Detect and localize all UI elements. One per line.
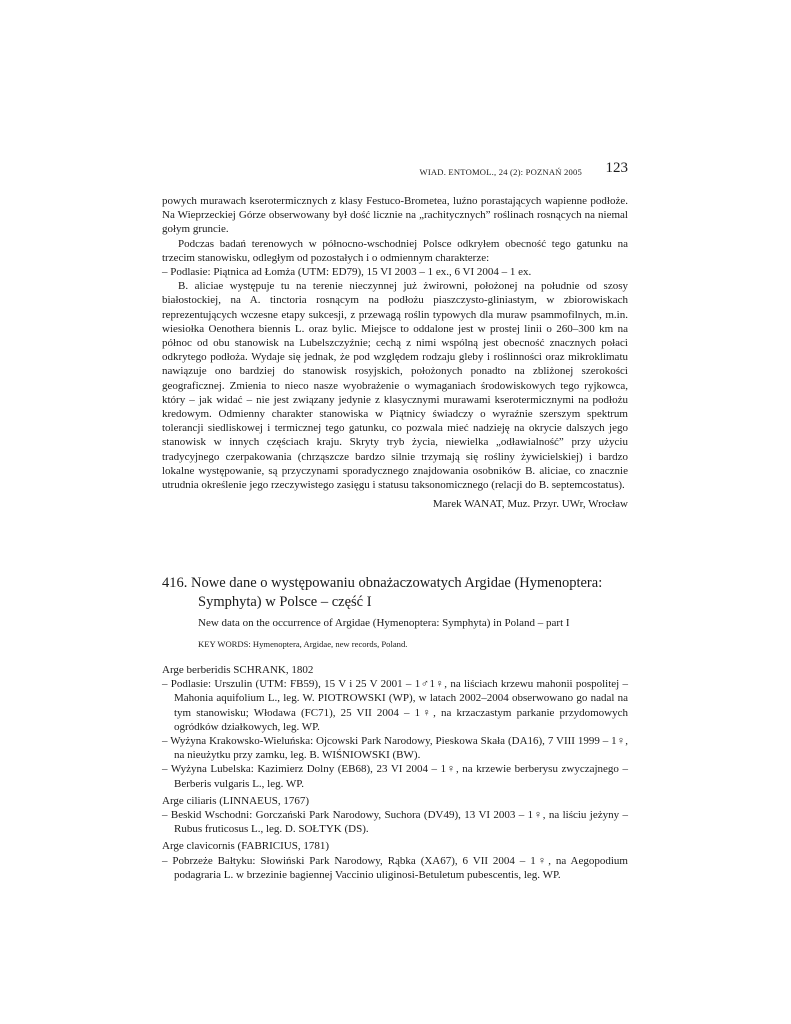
species-record: – Pobrzeże Bałtyku: Słowiński Park Narodowy, Rąbka (XA67), 6 VII 2004 – 1♀, na Aegopodium podagraria L. w brzezinie bagiennej Vaccinio uliginosi-Betuletum pubescentis, leg. WP.: [162, 854, 628, 881]
running-title: WIAD. ENTOMOL., 24 (2): POZNAŃ 2005: [419, 167, 582, 177]
running-header: [162, 160, 628, 182]
author-signature: Marek WANAT, Muz. Przyr. UWr, Wrocław: [432, 498, 628, 511]
species-name: Arge clavicornis (FABRICIUS, 1781): [162, 840, 330, 853]
article-subtitle: New data on the occurrence of Argidae (Hymenoptera: Symphyta) in Poland – part I: [198, 617, 570, 629]
record-podlasie: – Podlasie: Piątnica ad Łomża (UTM: ED79), 15 VI 2003 – 1 ex., 6 VI 2004 – 1 ex.: [162, 266, 532, 279]
page-number: 123: [605, 160, 628, 176]
species-record: – Podlasie: Urszulin (UTM: FB59), 15 V i 25 V 2001 – 1♂1♀, na liściach krzewu mahonii pospolitej – Mahonia aquifolium L., leg. W. PIOTROWSKI (WP), w latach 2002–2004 obserwowano go nadal na tym stanowisku; Włodawa (FC71), 25 VII 2004 – 1♀, na krzaczastym parkanie przydomowych ogródków działkowych, leg. WP.: [162, 678, 628, 733]
paragraph-2: Podczas badań terenowych w północno-wschodniej Polsce odkryłem obecność tego gatunku na trzecim stanowisku, odległym od pozostałych i o odmiennym charakterze:: [162, 237, 628, 264]
species-name: Arge berberidis SCHRANK, 1802: [162, 664, 314, 676]
keywords: KEY WORDS: Hymenoptera, Argidae, new records, Poland.: [198, 639, 408, 649]
previous-note-text: [162, 194, 628, 511]
species-name: Arge ciliaris (LINNAEUS, 1767): [162, 794, 310, 807]
species-record: – Wyżyna Krakowsko-Wieluńska: Ojcowski Park Narodowy, Pieskowa Skała (DA16), 7 VIII 1999 – 1♀, na nieużytku przy zamku, leg. B. WIŚNIOWSKI (BW).: [162, 735, 628, 762]
paragraph-3: B. aliciae występuje tu na terenie nieczynnej już żwirowni, położonej na południe od szosy białostockiej, na A. tinctoria rosnącym na podłożu piaszczysto-gliniastym, w zbiorowiskach reprezentujących wczesne etapy sukcesji, z przewagą roślin typowych dla muraw psammofilnych, m.in. wiesiołka Oenothera biennis L. oraz bylic. Miejsce to oddalone jest w prostej linii o 260–300 km na północ od obu stanowisk na Lubelszczyźnie; cechą z nimi wspólną jest obecność znacznych połaci odkrytego podłoża. Wydaje się jednak, że pod względem rodzaju gleby i roślinności oraz mikroklimatu nawiązuje ono bardziej do stanowisk rosyjskich, położonych ponadto na zbliżonej szerokości geograficznej. Zmienia to nieco nasze wyobrażenie o wymaganiach środowiskowych tego ryjkowca, który – jak widać – nie jest związany jedynie z klasycznymi murawami kserotermicznymi na podłożu kredowym. Odmienny charakter stanowiska w Piątnicy świadczy o wyraźnie szerszym spektrum tolerancji siedliskowej i termicznej tego gatunku, co pozwala mieć nadzieję na okrycie dalszych jego stanowisk w innych częściach kraju. Skryty tryb życia, niewielka „odławialność” przy użyciu tradycyjnego czerpakowania (chrząszcze bardzo silnie trzymają się rośliny żywicielskiej) i bardzo lokalne występowanie, są przyczynami sporadycznego znajdowania osobników B. aliciae, co znacznie utrudnia określenie jego rzeczywistego zasięgu i statusu taksonomicznego (relacji do B. septemcostatus).: [162, 280, 628, 492]
species-record: – Beskid Wschodni: Gorczański Park Narodowy, Suchora (DV49), 13 VI 2003 – 1♀, na liściu jeżyny – Rubus fruticosus L., leg. D. SOŁTYK (DS).: [162, 809, 628, 836]
species-records: [162, 660, 628, 882]
paragraph-1: powych murawach kserotermicznych z klasy Festuco-Brometea, luźno porastających wapienne podłoże. Na Wieprzeckiej Górze obserwowany był dość licznie na „rachitycznych” roślinach rosnących na niemal gołym gruncie.: [162, 195, 628, 236]
article-header: [162, 574, 628, 650]
article-title: 416. Nowe dane o występowaniu obnażaczowatych Argidae (Hymenoptera: Symphyta) w Polsce – część I: [162, 575, 603, 610]
species-record: – Wyżyna Lubelska: Kazimierz Dolny (EB68), 23 VI 2004 – 1♀, na krzewie berberysu zwyczajnego – Berberis vulgaris L., leg. WP.: [162, 763, 628, 790]
